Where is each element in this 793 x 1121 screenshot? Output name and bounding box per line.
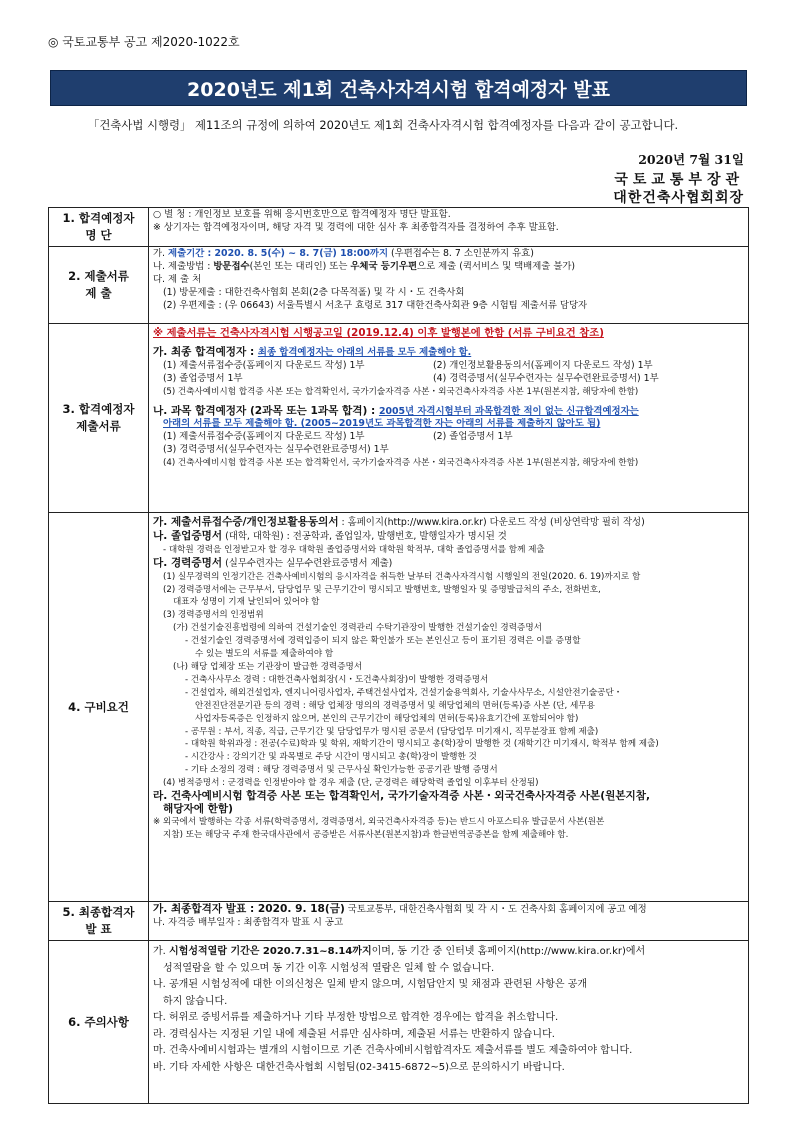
section-submission (49, 247, 749, 324)
section-body: 가. 제출서류접수증/개인정보활용동의서 : 홈페이지(http://www.kira.or.kr) 다운로드 작성 (비상연락망 필히 작성) 나. 졸업증명서 (대학, 대학원) : 전공학과, 졸업일자, 발행번호, 발행일자가 명시된 것 - 대학원 경력을 인정받고자 할 경우 대학원 졸업증명서와 대학원 학적부, 대학 졸업증명서를 함께 제출 다. 경력증명서 (실무수련자는 실무수련완료증명서 제출) (1) 실무경력의 인정기간은 건축사예비시험의 응시자격을 취득한 날부터 건축사자격시험 시행일의 전일(2020. 6. 19)까지로 함 (2) 경력증명서에는 근무부서, 담당업무 및 근무기간이 명시되고 발행번호, 발행일자 및 증명발급처의 주소, 전화번호, 대표자 성명이 기재 날인되어 있어야 함 (3) 경력증명서의 인정범위 (가) 건설기술진흥법령에 의하여 건설기술인 경력관리 수탁기관장이 발행한 건설기술인 경력증명서 - 건설기술인 경력증명서에 경력입증이 되지 않은 확인불가 또는 본인신고 등이 표기된 경력은 이를 증명할 수 있는 별도의 서류를 제출하여야 함 (나) 해당 업체장 또는 기관장이 발급한 경력증명서 - 건축사사무소 경력 : 대한건축사협회장(시・도건축사회장)이 발행한 경력증명서 - 건설업자, 해외건설업자, 엔지니어링사업자, 주택건설사업자, 건설기술용역회사, 기술사사무소, 시설안전기술공단・ 안전진단전문기관 등의 경력 : 해당 업체장 명의의 경력증명서 및 해당업체의 면허(등록)증 사본 (단, 세무용 사업자등록증은 인정하지 않으며, 본인의 근무기간이 해당업체의 면허(등록)유효기간에 포함되어야 함) - 공무원 : 부서, 직종, 직급, 근무기간 및 담당업무가 명시된 공문서 (담당업무 미기재시, 직무분장표 함께 제출) - 대학원 학위과정 : 전공(수료)학과 및 학위, 재학기간이 명시되고 총(학)장이 발행한 것 (재학기간 미기재시, 학적부 함께 제출) - 시간강사 : 강의기간 및 과목별로 주당 시간이 명시되고 총(학)장이 발행한 것 - 기타 소정의 경력 : 해당 경력증명서 및 근무사실 확인가능한 공공기관 발행 증명서 (4) 병적증명서 : 군경력을 인정받아야 할 경우 제출 (단, 군경력은 해당학력 졸업일 이후부터 산정됨) 라. 건축사예비시험 합격증 사본 또는 합격확인서, 국가기술자격증 사본・외국건축사자격증 사본(원본지참, 해당자에 한함) ※ 외국에서 발행하는 각종 서류(학력증명서, 경력증명서, 외국건축사자격증 등)는 반드시 아포스티유 발급문서 사본(원본 지참) 또는 해당국 주재 한국대사관에서 공증받은 서류사본(원본지참)과 한글번역공증본을 함께 제출해야 함. (149, 513, 749, 902)
section-head: 5. 최종합격자 발 표 (49, 902, 149, 941)
section-required-documents (49, 324, 749, 513)
section-body: ○ 별 청 : 개인정보 보호를 위해 응시번호만으로 합격예정자 명단 발표함. ※ 상기자는 합격예정자이며, 해당 자격 및 경력에 대한 심사 후 최종합격자를 결정하여 추후 발표함. (149, 208, 749, 247)
announcement-date: 2020년 7월 31일 (638, 152, 744, 167)
announcement-table (48, 207, 749, 1104)
section-body: ※ 제출서류는 건축사자격시험 시행공고일 (2019.12.4) 이후 발행본에 한함 (서류 구비요건 참조) 가. 최종 합격예정자 : 최종 합격예정자는 아래의 서류를 모두 제출해야 함. (1) 제출서류접수증(홈페이지 다운로드 작성) 1부 (2) 개인정보활용동의서(홈페이지 다운로드 작성) 1부 (3) 졸업증명서 1부 (4) 경력증명서(실무수련자는 실무수련완료증명서) 1부 (5) 건축사예비시험 합격증 사본 또는 합격확인서, 국가기술자격증 사본・외국건축사자격증 사본 1부(원본지참, 해당자에 한함) 나. 과목 합격예정자 (2과목 또는 1과목 합격) : 2005년 자격시험부터 과목합격한 적이 없는 신규합격예정자는 아래의 서류를 모두 제출해야 함. (2005~2019년도 과목합격한 자는 아래의 서류를 제출하지 않아도 됨) (1) 제출서류접수증(홈페이지 다운로드 작성) 1부 (2) 졸업증명서 1부 (3) 경력증명서(실무수련자는 실무수련완료증명서) 1부 (4) 건축사예비시험 합격증 사본 또는 합격확인서, 국가기술자격증 사본・외국건축사자격증 사본 1부(원본지참, 해당자에 한함) (149, 324, 749, 513)
section-body: 가. 제출기간 : 2020. 8. 5(수) ~ 8. 7(금) 18:00까지 (우편접수는 8. 7 소인분까지 유효) 나. 제출방법 : 방문접수(본인 또는 대리인) 또는 우체국 등기우편으로 제출 (퀵서비스 및 택배제출 불가) 다. 제 출 처 (1) 방문제출 : 대한건축사협회 본회(2층 다목적홀) 및 각 시・도 건축사회 (2) 우편제출 : (우 06643) 서울특별시 서초구 효령로 317 대한건축사회관 9층 시험팀 제출서류 담당자 (149, 247, 749, 324)
section-head: 6. 주의사항 (49, 941, 149, 1104)
section-precautions (49, 941, 749, 1104)
intro-text: 「건축사법 시행령」 제11조의 규정에 의하여 2020년도 제1회 건축사자격시험 합격예정자를 다음과 같이 공고합니다. (88, 118, 679, 132)
section-head: 1. 합격예정자 명 단 (49, 208, 149, 247)
page-title: 2020년도 제1회 건축사자격시험 합격예정자 발표 (50, 70, 747, 106)
section-final-announcement (49, 902, 749, 941)
section-candidates-list (49, 208, 749, 247)
warning-text: ※ 제출서류는 건축사자격시험 시행공고일 (2019.12.4) 이후 발행본에 한함 (서류 구비요건 참조) (153, 327, 604, 339)
section-requirements (49, 513, 749, 902)
issuer-ministry: 국토교통부장관 (614, 172, 744, 188)
notice-number: ◎ 국토교통부 공고 제2020-1022호 (48, 35, 240, 49)
issuer-association: 대한건축사협회회장 (613, 190, 744, 206)
section-head: 2. 제출서류 제 출 (49, 247, 149, 324)
section-body: 가. 시험성적열람 기간은 2020.7.31~8.14까지이며, 동 기간 중 인터넷 홈페이지(http://www.kira.or.kr)에서 성적열람을 할 수 있으며 동 기간 이후 시험성적 열람은 일체 할 수 없습니다. 나. 공개된 시험성적에 대한 이의신청은 일체 받지 않으며, 시험답안지 및 채점과 관련된 사항은 공개 하지 않습니다. 다. 허위로 증빙서류를 제출하거나 기타 부정한 방법으로 합격한 경우에는 합격을 취소합니다. 라. 경력심사는 지정된 기일 내에 제출된 서류만 심사하며, 제출된 서류는 반환하지 않습니다. 마. 건축사예비시험과는 별개의 시험이므로 기존 건축사예비시험합격자도 제출서류를 별도 제출하여야 합니다. 바. 기타 자세한 사항은 대한건축사협회 시험팀(02-3415-6872~5)으로 문의하시기 바랍니다. (149, 941, 749, 1104)
section-head: 3. 합격예정자 제출서류 (49, 324, 149, 513)
section-body: 가. 최종합격자 발표 : 2020. 9. 18(금) 국토교통부, 대한건축사협회 및 각 시・도 건축사회 홈페이지에 공고 예정 나. 자격증 배부일자 : 최종합격자 발표 시 공고 (149, 902, 749, 941)
section-head: 4. 구비요건 (49, 513, 149, 902)
